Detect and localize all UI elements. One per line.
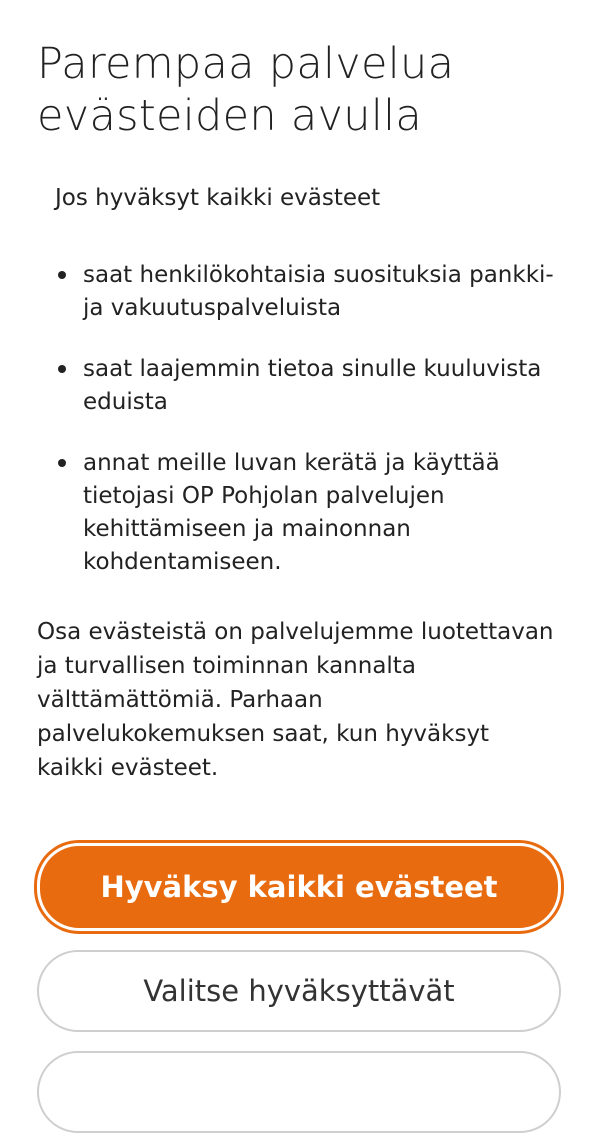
intro-text: Jos hyväksyt kaikki evästeet (55, 185, 381, 211)
necessary-cookies-note: Osa evästeistä on palvelujemme luotettavan ja turvallisen toiminnan kannalta välttämättömiä. Parhaan palvelukokemuksen saat, kun hyväksyt kaikki evästeet. (37, 619, 554, 781)
benefit-list (55, 259, 555, 607)
list-item (55, 259, 555, 325)
accept-all-cookies-button[interactable]: Hyväksy kaikki evästeet (37, 843, 561, 931)
list-item-text: annat meille luvan kerätä ja käyttää tietojasi OP Pohjolan palvelujen kehittämiseen ja mainonnan kohdentamiseen. (83, 450, 500, 575)
list-item (55, 447, 555, 579)
bullet-icon (58, 271, 66, 279)
bullet-icon (58, 365, 66, 373)
dialog-title: Parempaa palvelua evästeiden avulla (37, 39, 455, 141)
choose-cookies-button[interactable]: Valitse hyväksyttävät (37, 950, 561, 1032)
list-item (55, 353, 555, 419)
list-item-text: saat laajemmin tietoa sinulle kuuluvista eduista (83, 356, 542, 415)
partially-visible-button[interactable] (37, 1051, 561, 1133)
bullet-icon (58, 459, 66, 467)
list-item-text: saat henkilökohtaisia suosituksia pankki- ja vakuutuspalveluista (83, 262, 554, 321)
